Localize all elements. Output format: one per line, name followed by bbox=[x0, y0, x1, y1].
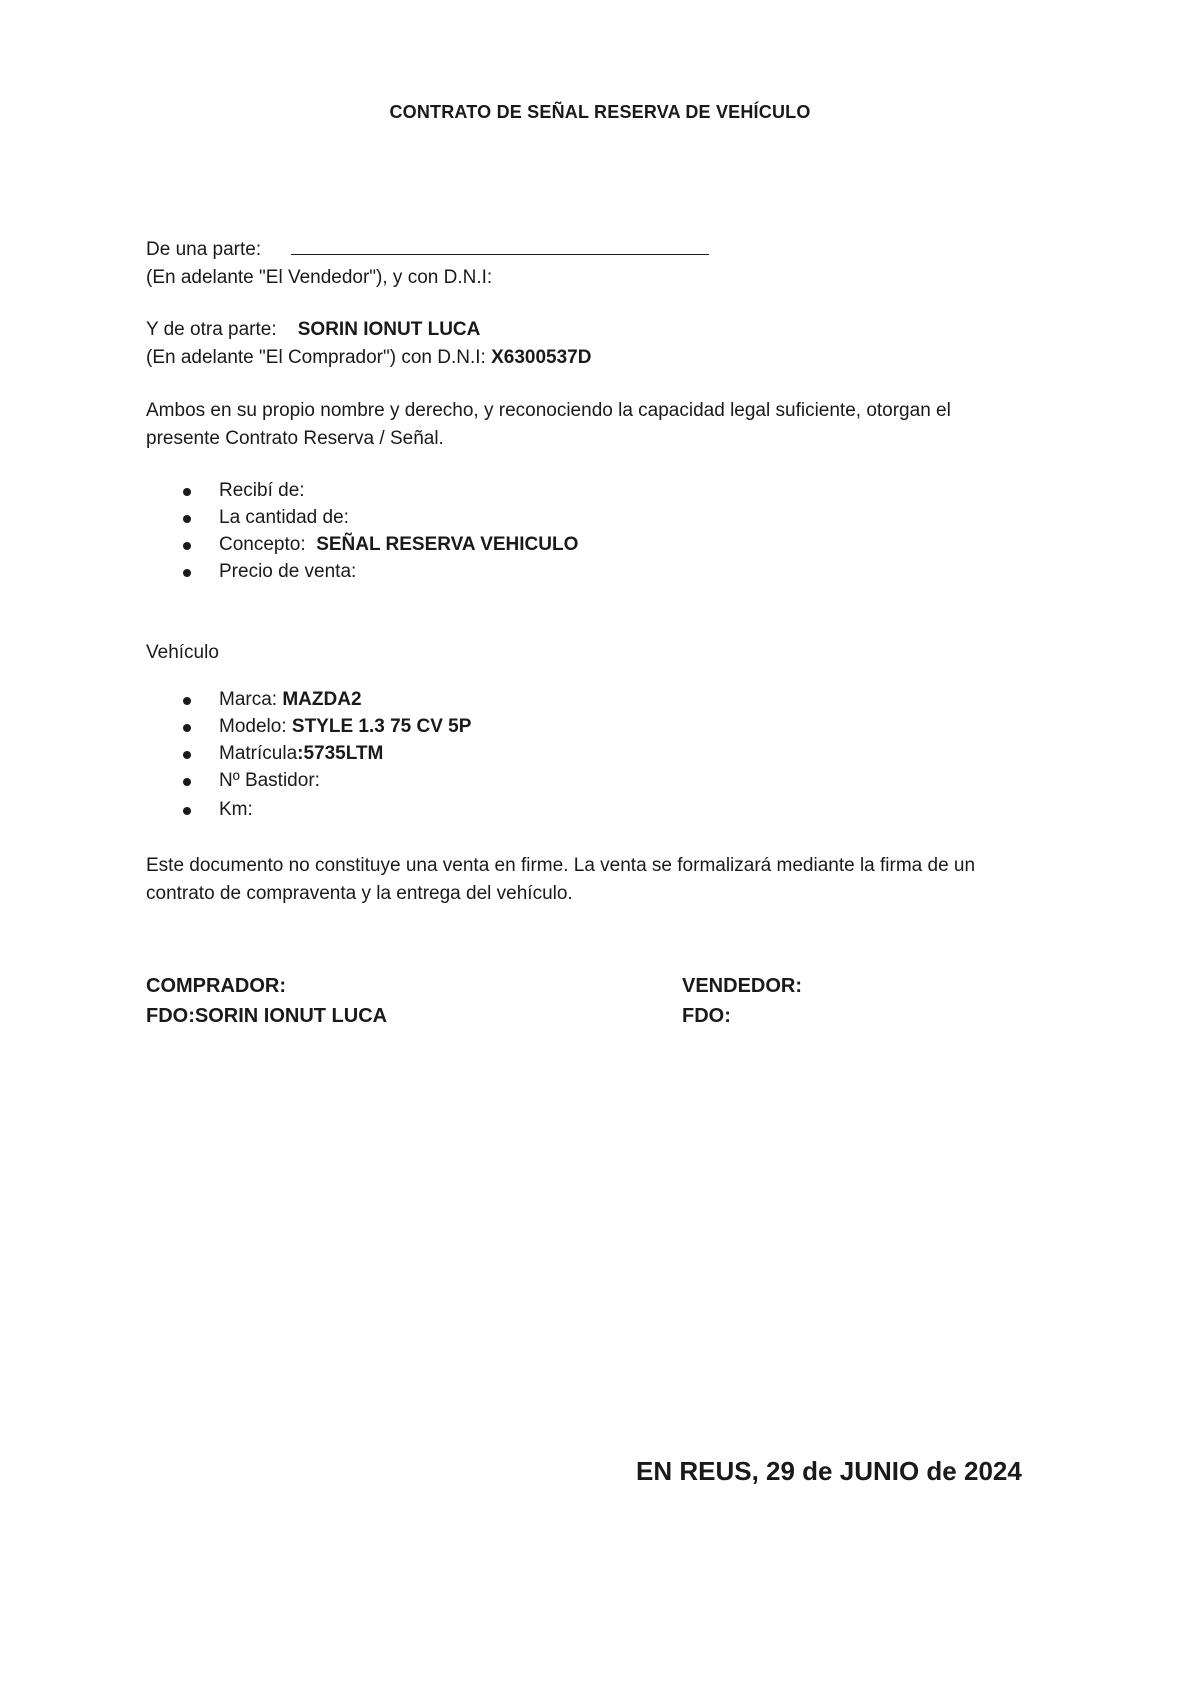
item-value: MAZDA2 bbox=[282, 689, 362, 710]
item-label: Precio de venta: bbox=[219, 561, 357, 582]
item-label: Recibí de: bbox=[219, 480, 305, 501]
item-value: :5735LTM bbox=[297, 743, 384, 764]
buyer-dni-label: (En adelante "El Comprador") con D.N.I: bbox=[146, 347, 486, 368]
bullet-icon bbox=[183, 724, 191, 732]
bullet-icon bbox=[183, 488, 191, 496]
item-label: Km: bbox=[219, 799, 253, 820]
bullet-icon bbox=[183, 697, 191, 705]
intro-line-1: Ambos en su propio nombre y derecho, y reconociendo la capacidad legal suficiente, otorgan el bbox=[146, 400, 951, 421]
bullet-icon bbox=[183, 569, 191, 577]
intro-line-2: presente Contrato Reserva / Señal. bbox=[146, 428, 444, 449]
disclaimer-line-1: Este documento no constituye una venta en firme. La venta se formalizará mediante la firma de un bbox=[146, 855, 976, 876]
seller-signature-fdo: FDO: bbox=[682, 1005, 731, 1027]
buyer-signature-fdo: FDO:SORIN IONUT LUCA bbox=[146, 1005, 388, 1027]
item-label: Modelo: bbox=[219, 716, 287, 737]
item-value: SEÑAL RESERVA VEHICULO bbox=[316, 534, 579, 555]
buyer-dni-line bbox=[146, 346, 591, 370]
seller-name-blank bbox=[291, 238, 709, 255]
buyer-signature-label: COMPRADOR: bbox=[146, 975, 286, 997]
buyer-line bbox=[146, 318, 480, 342]
seller-label: De una parte: bbox=[146, 239, 262, 260]
item-label: Matrícula bbox=[219, 743, 298, 764]
buyer-label: Y de otra parte: bbox=[146, 319, 277, 340]
item-label: Marca: bbox=[219, 689, 278, 710]
vehicle-heading: Vehículo bbox=[146, 642, 219, 663]
seller-line bbox=[146, 238, 709, 262]
buyer-dni: X6300537D bbox=[491, 347, 592, 368]
document-title: CONTRATO DE SEÑAL RESERVA DE VEHÍCULO bbox=[389, 102, 811, 122]
place-date: EN REUS, 29 de JUNIO de 2024 bbox=[636, 1456, 1022, 1486]
item-label: Nº Bastidor: bbox=[219, 770, 320, 791]
bullet-icon bbox=[183, 807, 191, 815]
seller-dni-line: (En adelante "El Vendedor"), y con D.N.I: bbox=[146, 267, 493, 288]
buyer-name: SORIN IONUT LUCA bbox=[297, 319, 481, 340]
bullet-icon bbox=[183, 751, 191, 759]
bullet-icon bbox=[183, 542, 191, 550]
item-value: STYLE 1.3 75 CV 5P bbox=[291, 716, 472, 737]
bullet-icon bbox=[183, 778, 191, 786]
seller-signature-label: VENDEDOR: bbox=[682, 975, 803, 997]
disclaimer-line-2: contrato de compraventa y la entrega del vehículo. bbox=[146, 883, 573, 904]
item-label: Concepto: bbox=[219, 534, 306, 555]
item-label: La cantidad de: bbox=[219, 507, 349, 528]
bullet-icon bbox=[183, 515, 191, 523]
